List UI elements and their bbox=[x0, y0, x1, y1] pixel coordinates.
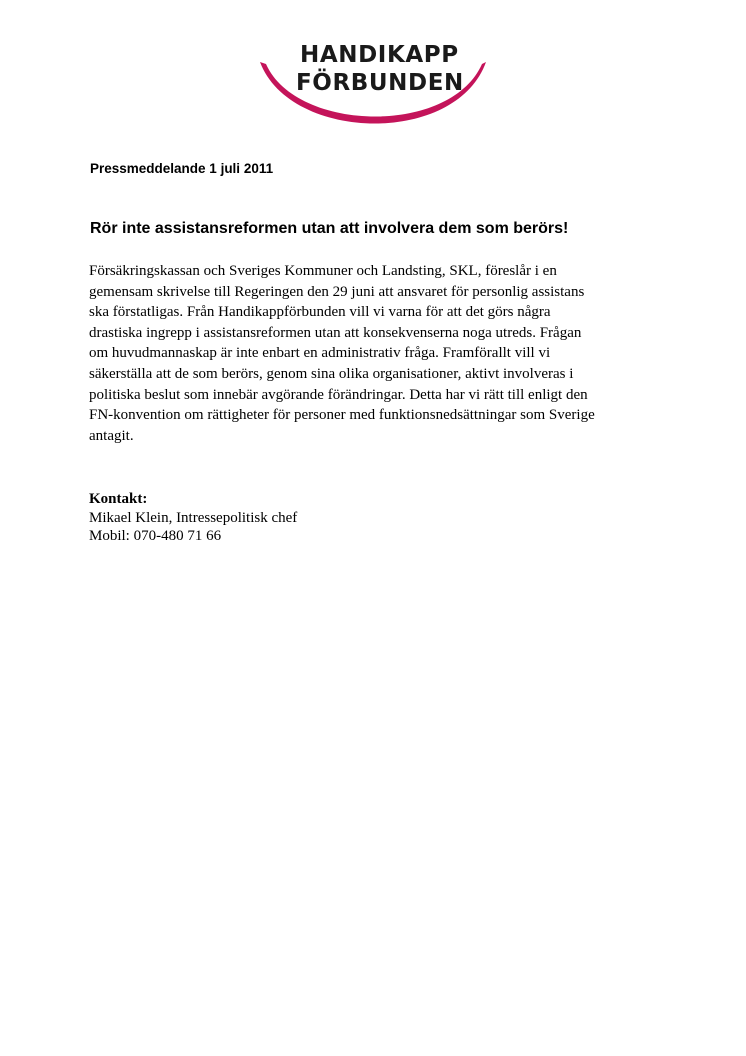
press-release-date: Pressmeddelande 1 juli 2011 bbox=[90, 161, 274, 176]
body-line: drastiska ingrepp i assistansreformen utan att konsekvenserna noga utreds. Frågan bbox=[89, 324, 582, 341]
body-line: FN-konvention om rättigheter för personer med funktionsnedsättningar som Sverige bbox=[89, 407, 595, 424]
contact-heading: Kontakt: bbox=[89, 491, 148, 507]
contact-name: Mikael Klein, Intressepolitisk chef bbox=[89, 509, 298, 526]
organization-logo bbox=[256, 38, 492, 144]
logo-text-line2: FÖRBUNDEN bbox=[296, 70, 464, 96]
contact-block bbox=[89, 490, 297, 546]
body-line: om huvudmannaskap är inte enbart en administrativ fråga. Framförallt vill vi bbox=[89, 345, 551, 362]
body-line: säkerställa att de som berörs, genom sina olika organisationer, aktivt involveras i bbox=[89, 365, 574, 382]
body-line: gemensam skrivelse till Regeringen den 29 juni att ansvaret för personlig assistans bbox=[89, 283, 585, 300]
body-line: politiska beslut som innebär avgörande förändringar. Detta har vi rätt till enligt den bbox=[89, 386, 588, 403]
press-release-body bbox=[89, 261, 669, 446]
body-line: Försäkringskassan och Sveriges Kommuner och Landsting, SKL, föreslår i en bbox=[89, 263, 557, 279]
press-release-headline: Rör inte assistansreformen utan att involvera dem som berörs! bbox=[90, 220, 569, 237]
body-line: ska förstatligas. Från Handikappförbunden vill vi varna för att det görs några bbox=[89, 304, 551, 321]
body-line: antagit. bbox=[89, 427, 134, 444]
contact-phone: Mobil: 070-480 71 66 bbox=[89, 528, 222, 544]
logo-text-line1: HANDIKAPP bbox=[300, 42, 459, 68]
